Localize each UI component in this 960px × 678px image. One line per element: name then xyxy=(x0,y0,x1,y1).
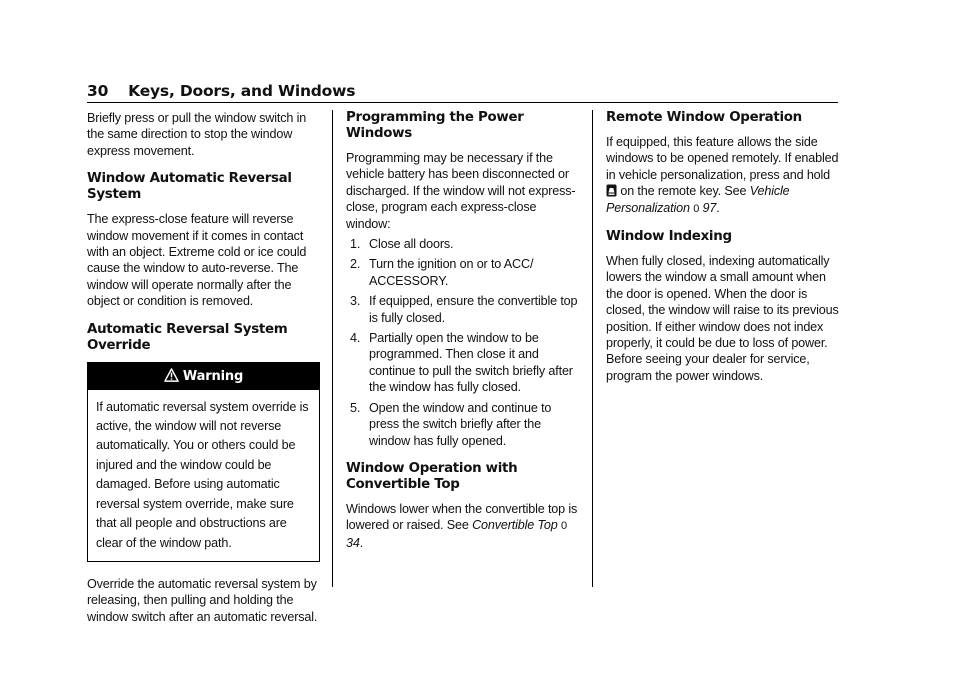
column-1 xyxy=(87,110,320,625)
step-text: Close all doors. xyxy=(369,237,454,252)
convertible-page-ref[interactable]: 34 xyxy=(346,535,360,550)
personalization-page-ref[interactable]: 97 xyxy=(702,200,717,215)
step-number: 1. xyxy=(350,237,361,252)
list-item xyxy=(346,330,579,396)
step-number: 4. xyxy=(350,331,361,346)
warning-header xyxy=(88,363,319,390)
override-heading: Automatic Reversal System Override xyxy=(87,321,288,353)
list-item xyxy=(346,256,579,289)
programming-steps xyxy=(346,236,579,449)
indexing-heading: Window Indexing xyxy=(606,229,732,245)
warning-title: Warning xyxy=(182,368,244,384)
step-text: Turn the ignition on or to ACC/ ACCESSORY. xyxy=(369,257,534,288)
header-rule xyxy=(87,102,838,103)
section-title: Keys, Doors, and Windows xyxy=(128,82,356,100)
column-2 xyxy=(346,110,579,551)
vehicle-personalization-link[interactable]: Vehicle Personalization xyxy=(606,184,790,215)
convertible-top-link[interactable]: Convertible Top xyxy=(472,518,558,533)
convertible-paragraph xyxy=(346,501,579,551)
page-ref-arrow: 0 xyxy=(560,520,567,533)
step-number: 3. xyxy=(350,294,361,309)
warning-text: If automatic reversal system override is active, the window will not reverse automatically. You or others could be injured and the window could be damaged. Before using automatic reversal system override, make sure that all people and obstructions are clear of the window path. xyxy=(96,399,309,550)
warning-triangle-icon xyxy=(164,368,179,382)
remote-window-key-icon xyxy=(606,184,617,197)
period: . xyxy=(716,200,720,215)
step-number: 2. xyxy=(350,257,361,272)
convertible-heading: Window Operation with Convertible Top xyxy=(346,460,518,492)
indexing-paragraph: When fully closed, indexing automatically lowers the window a small amount when the door is opened. When the door is closed, the window will raise to its previous position. If either window does not index properly, it could be due to loss of power. Before seeing your dealer for service, program the power windows. xyxy=(606,254,839,383)
programming-intro: Programming may be necessary if the vehicle battery has been disconnected or discharged. If the window will not express-close, program each express-close window: xyxy=(346,151,576,231)
column-divider-1 xyxy=(332,110,333,587)
column-divider-2 xyxy=(592,110,593,587)
reversal-paragraph: The express-close feature will reverse window movement if it comes in contact with an object. Extreme cold or ice could cause the window to auto-reverse. The window will operate normally after the object or condition is removed. xyxy=(87,212,307,309)
step-text: Open the window and continue to press the switch briefly after the window has fully opened. xyxy=(369,400,552,448)
remote-heading: Remote Window Operation xyxy=(606,110,802,125)
period: . xyxy=(359,535,364,550)
programming-heading: Programming the Power Windows xyxy=(346,110,524,141)
remote-text-2: on the remote key. See xyxy=(620,184,747,199)
page-ref-arrow: 0 xyxy=(693,202,700,215)
reversal-heading: Window Automatic Reversal System xyxy=(87,171,292,203)
step-text: Partially open the window to be programmed. Then close it and continue to pull the switch briefly after the window has fully closed. xyxy=(369,331,573,395)
warning-box xyxy=(87,362,320,562)
convertible-text: Windows lower when the convertible top is lowered or raised. See xyxy=(346,501,578,533)
remote-text: If equipped, this feature allows the side windows to be opened remotely. If enabled in vehicle personalization, press and hold xyxy=(606,135,839,182)
list-item xyxy=(346,236,579,252)
list-item xyxy=(346,293,579,326)
step-text: If equipped, ensure the convertible top is fully closed. xyxy=(369,294,578,325)
page-header xyxy=(87,82,355,100)
page-number: 30 xyxy=(87,82,109,100)
override-paragraph: Override the automatic reversal system by releasing, then pulling and holding the window switch after an automatic reversal. xyxy=(87,576,318,624)
remote-paragraph xyxy=(606,134,839,217)
list-item xyxy=(346,400,579,449)
column-3 xyxy=(606,110,839,384)
step-number: 5. xyxy=(350,400,361,415)
intro-paragraph: Briefly press or pull the window switch in the same direction to stop the window express movement. xyxy=(87,111,307,158)
